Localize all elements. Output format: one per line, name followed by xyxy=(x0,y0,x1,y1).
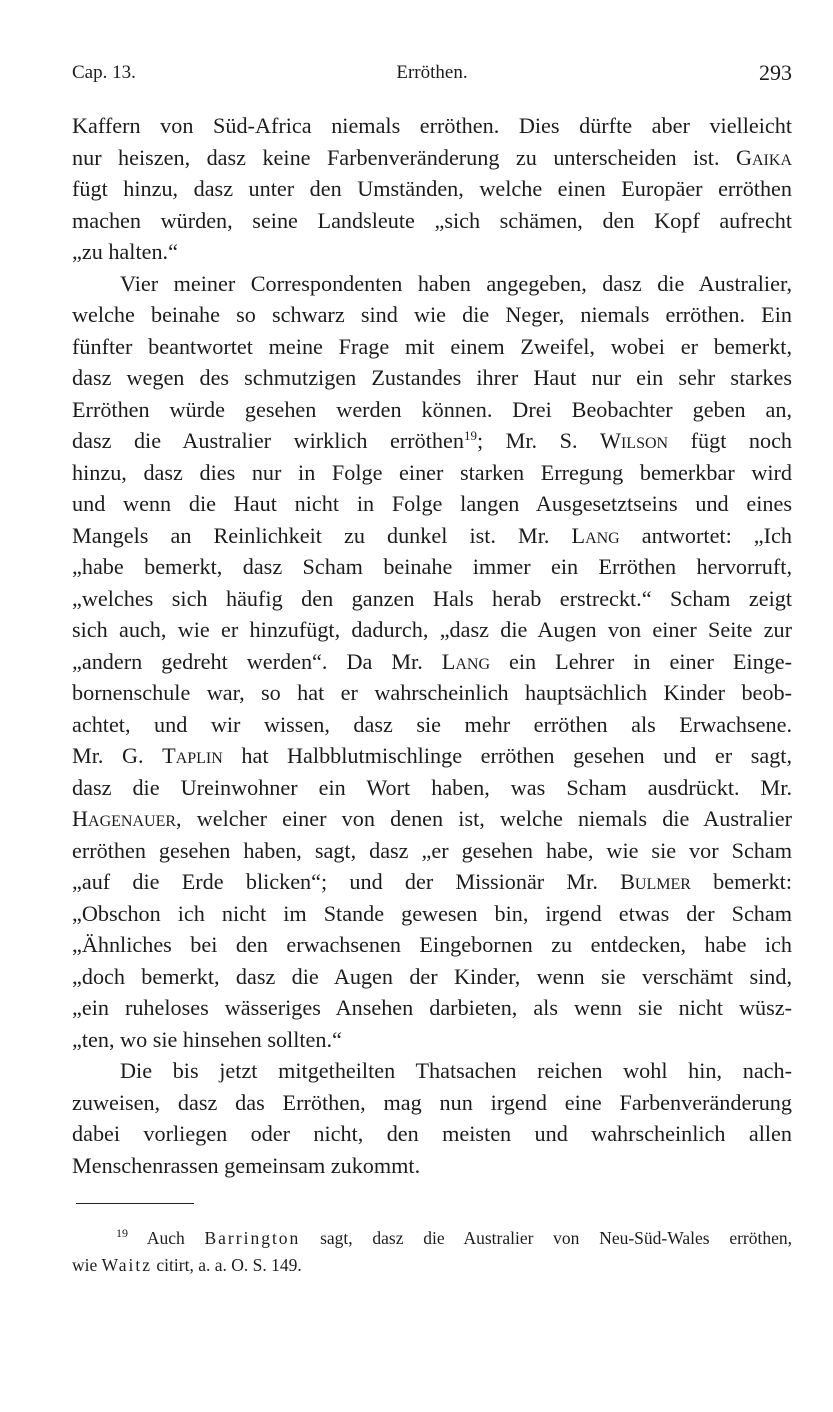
cited-author: Barrington xyxy=(204,1228,301,1248)
text-line: Vier meiner Correspondenten haben angegeben, dasz die Australier, xyxy=(120,270,792,296)
footnote-divider xyxy=(76,1203,194,1204)
text-line: bornenschule war, so hat er wahrscheinlich hauptsächlich Kinder beob- xyxy=(72,680,792,705)
person-name: Bulmer xyxy=(620,869,691,894)
text-line: Menschenrassen gemeinsam zukommt. xyxy=(72,1152,421,1178)
text-line: erröthen gesehen haben, sagt, dasz „er gesehen habe, wie sie vor Scham xyxy=(72,837,792,863)
person-name: Gaika xyxy=(735,144,792,170)
text-line: Kaffern von Süd-Africa niemals erröthen. Dies dürfte aber vielleicht xyxy=(72,113,792,138)
text-line: achtet, und wir wissen, dasz sie mehr erröthen als Erwachsene. xyxy=(72,711,792,737)
page-number: 293 xyxy=(759,60,792,85)
text-line: sich auch, wie er hinzufügt, dadurch, „dasz die Augen von einer Seite zur xyxy=(72,617,792,642)
person-name: Wilson xyxy=(600,428,669,453)
text-line: zuweisen, dasz das Erröthen, mag nun irgend eine Farbenveränderung xyxy=(72,1089,792,1115)
text-line: Die bis jetzt mitgetheilten Thatsachen reichen wohl hin, nach- xyxy=(120,1058,792,1083)
text-line: fünfter beantwortet meine Frage mit einem Zweifel, wobei er bemerkt, xyxy=(72,333,792,359)
text-line: fügt hinzu, dasz unter den Umständen, welche einen Europäer erröthen xyxy=(72,176,792,201)
text-line: und wenn die Haut nicht in Folge langen Ausgesetztseins und eines xyxy=(72,491,792,516)
text-line: Hagenauer, welcher einer von denen ist, welche niemals die Australier xyxy=(72,806,792,831)
text-line: Erröthen würde gesehen werden können. Drei Beobachter geben an, xyxy=(72,396,792,422)
text-line: „ten, wo sie hinsehen sollten.“ xyxy=(72,1026,342,1052)
text-line: „andern gedreht werden“. Da Mr. Lang ein Lehrer in einer Einge- xyxy=(72,648,793,674)
text-line: Mr. G. Taplin hat Halbblutmischlinge erröthen gesehen und er sagt, xyxy=(72,743,793,768)
footnote-marker: 19 xyxy=(116,1226,128,1240)
text-line: dasz die Australier wirklich erröthen$^{19}$; Mr. S. Wilson fügt noch xyxy=(72,428,793,453)
text-line: „Ähnliches bei den erwachsenen Eingebornen zu entdecken, habe ich xyxy=(72,932,792,957)
text-line: nur heiszen, dasz keine Farbenveränderung zu unterscheiden ist. Gaika xyxy=(72,144,792,170)
main-text xyxy=(72,110,792,1181)
text-line: hinzu, dasz dies nur in Folge einer starken Erregung bemerkbar wird xyxy=(72,459,792,485)
text-line: „doch bemerkt, dasz die Augen der Kinder, wenn sie verschämt sind, xyxy=(72,963,792,989)
footnote-reference: 19 xyxy=(463,428,477,443)
text-line: „ein ruheloses wässeriges Ansehen darbieten, als wenn sie nicht wüsz- xyxy=(72,995,792,1020)
text-line: dasz wegen des schmutzigen Zustandes ihrer Haut nur ein sehr starkes xyxy=(72,365,792,390)
person-name: Hagenauer xyxy=(72,806,177,831)
cited-author: Waitz xyxy=(101,1255,153,1275)
person-name: Lang xyxy=(571,522,620,548)
text-line: welche beinahe so schwarz sind wie die Neger, niemals erröthen. Ein xyxy=(72,302,792,327)
text-line: machen würden, seine Landsleute „sich schämen, den Kopf aufrecht xyxy=(72,207,792,233)
text-line: dasz die Ureinwohner ein Wort haben, was Scham ausdrückt. Mr. xyxy=(72,774,792,800)
footnote-line: $^{19}$ Auch Barrington sagt, dasz die Australier von Neu-Süd-Wales erröthen, xyxy=(116,1226,793,1248)
footnote-line: wie Waitz citirt, a. a. O. S. 149. xyxy=(72,1255,302,1275)
footnote xyxy=(72,1225,792,1279)
text-line: „welches sich häufig den ganzen Hals herab erstreckt.“ Scham zeigt xyxy=(72,585,792,611)
text-line: dabei vorliegen oder nicht, den meisten und wahrscheinlich allen xyxy=(72,1121,792,1146)
text-line: Mangels an Reinlichkeit zu dunkel ist. Mr. Lang antwortet: „Ich xyxy=(72,522,792,548)
chapter-title: Erröthen. xyxy=(396,62,468,83)
text-line: „habe bemerkt, dasz Scham beinahe immer ein Erröthen hervorruft, xyxy=(72,554,792,579)
text-line: „zu halten.“ xyxy=(72,239,178,264)
running-header xyxy=(72,62,792,88)
text-line: „Obschon ich nicht im Stande gewesen bin, irgend etwas der Scham xyxy=(72,900,792,926)
chapter-label: Cap. 13. xyxy=(72,62,136,83)
text-line: „auf die Erde blicken“; und der Missionär Mr. Bulmer bemerkt: xyxy=(72,869,793,894)
person-name: Lang xyxy=(441,648,491,674)
person-name: Taplin xyxy=(162,743,223,768)
